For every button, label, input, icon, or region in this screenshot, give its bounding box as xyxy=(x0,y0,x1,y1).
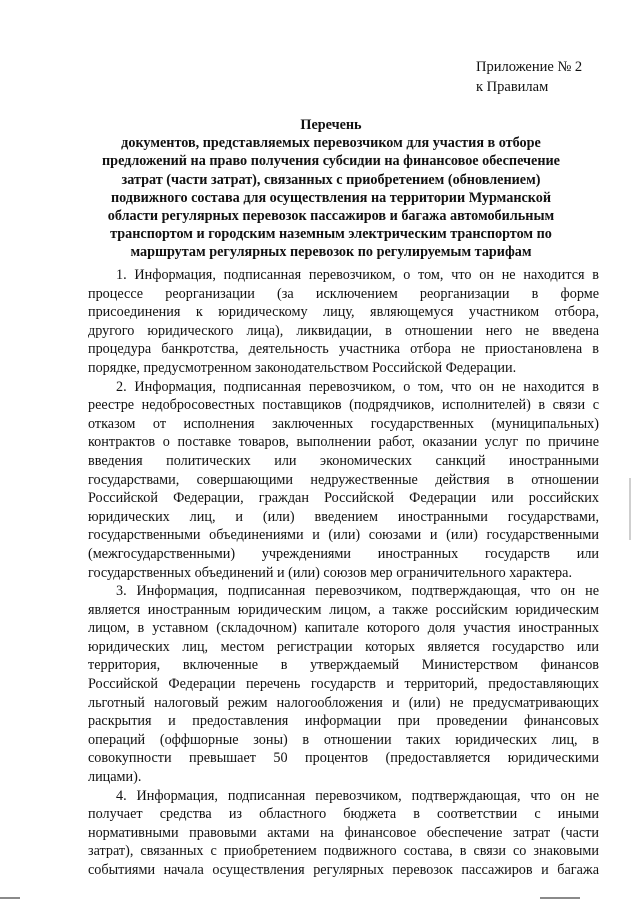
text-line: процессе реорганизации (за исключением реорганизации в форме xyxy=(88,285,599,302)
text-line: юридических лиц, местом регистрации которых является государство или xyxy=(88,638,599,655)
text-line: (межгосударственными) учреждениями иностранных государств или xyxy=(88,545,599,562)
list-item-2 xyxy=(88,378,599,583)
text-line: реестре недобросовестных поставщиков (подрядчиков, исполнителей) в связи с xyxy=(88,397,599,414)
text-line: введения политических или экономических санкций иностранными xyxy=(88,452,599,469)
text-line: затрат), связанных с приобретением подвижного состава, в связи со знаковыми xyxy=(88,843,599,860)
text-line: процедура банкротства, деятельность участника отбора не приостановлена в xyxy=(88,341,599,358)
text-line: льготный налоговый режим налогообложения и (или) не предусматривающих xyxy=(88,694,599,711)
list-item-3 xyxy=(88,582,599,787)
text-line: порядке, предусмотренном законодательством Российской Федерации. xyxy=(88,359,517,376)
text-line: является иностранным юридическим лицом, а также российским юридическим xyxy=(88,601,599,618)
text-line: другого юридического лица), ликвидации, в отношении него не введена xyxy=(88,322,599,339)
text-line: юридических лиц, и (или) введением иностранными государствами, xyxy=(88,508,599,525)
title-line: маршрутам регулярных перевозок по регулируемым тарифам xyxy=(130,244,532,261)
title-line: транспортом и городским наземным электрическим транспортом по xyxy=(110,226,552,243)
text-line: государственных объединений и (или) союзов мер ограничительного характера. xyxy=(88,564,572,581)
title-line: предложений на право получения субсидии на финансовое обеспечение xyxy=(102,153,560,170)
text-line: лицом, в уставном (складочном) капитале которого доля участия иностранных xyxy=(88,620,599,637)
text-line: лицами). xyxy=(88,769,142,786)
text-line: Российской Федерации перечень государств и территорий, предоставляющих xyxy=(88,676,599,693)
text-line: 4. Информация, подписанная перевозчиком, подтверждающая, что он не xyxy=(116,787,599,804)
list-item-4 xyxy=(88,787,599,880)
annex-reference xyxy=(476,57,582,97)
text-line: территория, включенные в утверждаемый Министерством финансов xyxy=(88,657,599,674)
text-line: операций (оффшорные зоны) в отношении таких юридических лиц, в xyxy=(88,731,599,748)
title-line: затрат (части затрат), связанных с приобретением (обновлением) xyxy=(121,171,541,188)
list-item-1 xyxy=(88,266,599,378)
text-line: государственными объединениями и (или) союзами и (или) государственными xyxy=(88,527,599,544)
document-body xyxy=(88,266,599,880)
text-line: отказом от исполнения заключенных государственных (муниципальных) xyxy=(88,415,599,432)
text-line: 3. Информация, подписанная перевозчиком, подтверждающая, что он не xyxy=(116,583,599,600)
title-line: области регулярных перевозок пассажиров и багажа автомобильным xyxy=(107,208,555,225)
annex-number: Приложение № 2 xyxy=(476,59,583,75)
title-line: документов, представляемых перевозчиком для участия в отборе xyxy=(121,135,541,152)
text-line: раскрытия и предоставления информации при проведении финансовых xyxy=(88,713,599,730)
title-line: подвижного состава для осуществления на территории Мурманской xyxy=(110,189,552,206)
text-line: присоединения к юридическому лицу, являющемуся участником отбора, xyxy=(88,304,599,321)
text-line: государствами, совершающими недружественные действия в отношении xyxy=(88,471,599,488)
scan-bottom-artifact xyxy=(540,897,580,899)
text-line: получает средства из областного бюджета в соответствии с иными xyxy=(88,806,599,823)
scan-bottom-artifact xyxy=(0,897,20,899)
text-line: совокупности превышает 50 процентов (предоставляется юридическими xyxy=(88,750,599,767)
scan-edge-artifact xyxy=(629,478,631,540)
title-line: Перечень xyxy=(300,117,362,133)
text-line: нормативными правовыми актами на финансовое обеспечение затрат (части xyxy=(88,824,599,841)
document-title xyxy=(96,116,566,262)
text-line: событиями начала осуществления регулярных перевозок пассажиров и багажа xyxy=(88,862,599,878)
text-line: 2. Информация, подписанная перевозчиком, о том, что он не находится в xyxy=(116,378,599,395)
text-line: Российской Федерации, граждан Российской Федерации или российских xyxy=(88,490,599,507)
annex-rules-ref: к Правилам xyxy=(476,79,549,95)
text-line: контрактов о поставке товаров, выполнении работ, оказании услуг по причине xyxy=(88,434,599,451)
text-line: 1. Информация, подписанная перевозчиком, о том, что он не находится в xyxy=(116,267,599,283)
